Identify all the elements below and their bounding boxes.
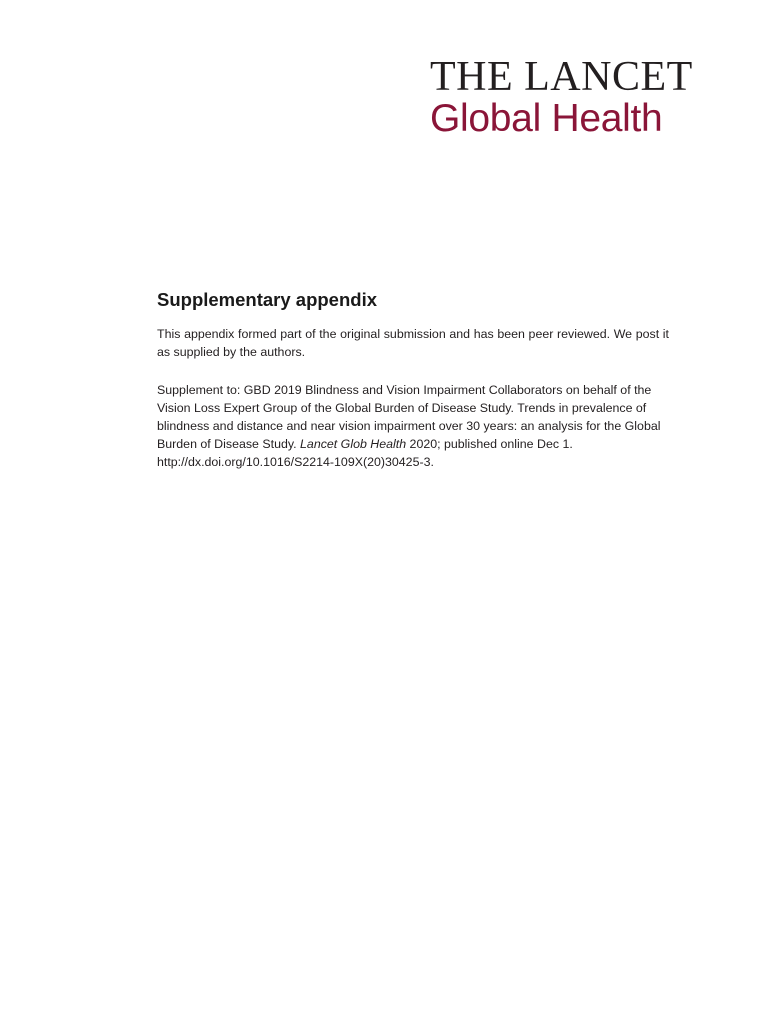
journal-logo <box>430 55 740 141</box>
intro-paragraph: This appendix formed part of the original submission and has been peer reviewed. We post it as supplied by the authors. <box>157 327 669 359</box>
citation-details: 2020; published online Dec 1. http://dx.doi.org/10.1016/S2214-109X(20)30425-3. <box>157 437 573 469</box>
page-title: Supplementary appendix <box>157 289 377 310</box>
journal-name-line1: THE LANCET <box>430 54 693 100</box>
citation-paragraph <box>157 381 669 471</box>
appendix-content <box>157 287 669 491</box>
journal-name-line2: Global Health <box>430 97 663 140</box>
citation-text: Supplement to: GBD 2019 Blindness and Vision Impairment Collaborators on behalf of the Vision Loss Expert Group of the Global Burden of Disease Study. Trends in prevalence of blindness and distance and near vision impairment over 30 years: an analysis for the Global Burden of Disease Study. <box>157 383 661 451</box>
journal-abbreviation: Lancet Glob Health <box>300 437 407 451</box>
